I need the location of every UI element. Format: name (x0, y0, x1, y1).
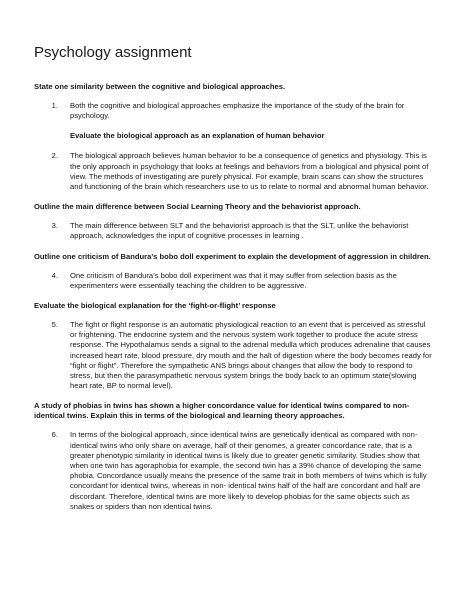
answer-number: 4. (51, 270, 58, 280)
answer-number: 5. (51, 320, 58, 330)
question-2: Evaluate the biological approach as an explanation of human behavior (70, 131, 325, 141)
answer-number: 2. (51, 151, 58, 161)
question-1: State one similarity between the cognitive and biological approaches. (34, 82, 286, 91)
answer-text: The biological approach believes human behavior to be a consequence of genetics and physiology. This is the only approach in psychology that looks at feelings and behaviors from a biological and physical point of view. The methods of investigating are purely physical. For example, brain scans can show the structures and functioning of the brain which researchers use to us to relate to normal and abnormal human behavior. (70, 151, 429, 192)
answer-number: 6. (51, 430, 58, 440)
answer-3 (34, 221, 440, 241)
question-3: Outline the main difference between Social Learning Theory and the behaviorist approach. (34, 202, 361, 212)
answer-4 (34, 271, 440, 291)
answer-6 (34, 430, 440, 512)
answer-text: The fight or flight response is an automatic physiological reaction to an event that is perceived as stressful or frightening. The endocrine system and the nervous system work together to produce the acute stress response. The Hypothalamus sends a signal to the adrenal medulla which produces adrenaline that causes increased heart rate, blood pressure, dry mouth and the halt of digestion where the body becomes ready for “fight or flight”. Therefore the sympathetic ANS brings about changes that allow the body to respond to stress, but then the parasympathetic nervous system brings the body back to an optimum state(slowing heart rate, BP to normal level). (70, 320, 432, 391)
answer-text: One criticism of Bandura’s bobo doll experiment was that it may suffer from selection basis as the experimenters were essentially teaching the children to be aggressive. (70, 270, 397, 290)
answer-text: The main difference between SLT and the behaviorist approach is that the SLT, unlike the behaviorist approach, acknowledges the input of cognitive processes in learning . (70, 221, 409, 241)
answer-5 (34, 320, 440, 391)
question-5: Evaluate the biological explanation for the ‘fight-or-flight’ response (34, 301, 276, 311)
answer-1 (34, 101, 440, 121)
answer-text: In terms of the biological approach, since identical twins are genetically identical as compared with non- identical twins who only share on average, half of their genomes, a greater concordance rate, that is a greater phenotypic similarity in identical twins is likely due to greater genetic similarity. Studies show that when one twin has agoraphobia for example, the second twin has a 39% chance of developing the same phobia. Concordance usually means the presence of the same trait in both members of twins which is fully concordant for identical twins, whereas in non- identical twins half of the half are concordant and half are discordant. Therefore, identical twins are more likely to develop phobias for the same objects such as snakes or spiders than non identical twins. (70, 430, 427, 511)
answer-number: 1. (51, 101, 58, 110)
answer-2 (34, 151, 440, 192)
answer-text: Both the cognitive and biological approaches emphasize the importance of the study of the brain for psychology. (70, 101, 405, 121)
answer-number: 3. (51, 221, 58, 231)
question-4: Outline one criticism of Bandura’s bobo doll experiment to explain the development of aggression in children. (34, 251, 431, 261)
question-6: A study of phobias in twins has shown a higher concordance value for identical twins compared to non-identical twins. Explain this in terms of the biological and learning theory approaches. (34, 401, 410, 421)
document-title: Psychology assignment (34, 44, 192, 61)
